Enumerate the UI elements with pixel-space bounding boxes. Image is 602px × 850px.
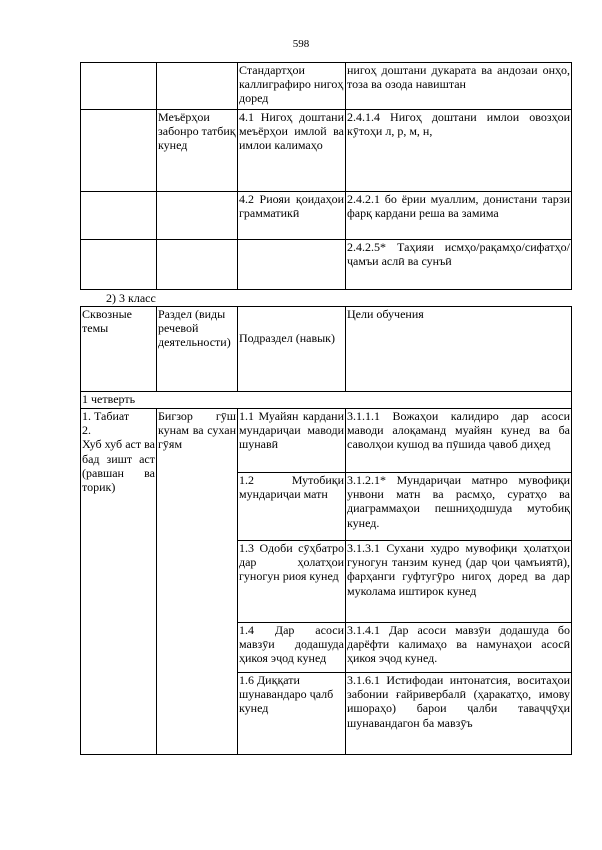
subsection-cell: [238, 240, 346, 290]
subsection-cell: 4.2 Риояи қоидаҳои грамматикӣ: [238, 192, 346, 240]
table-row: [81, 110, 572, 192]
quarter-label: 1 четверть: [81, 392, 572, 409]
curriculum-table-continued: [80, 62, 572, 290]
section-cell: Меъёрҳои забонро татбиқ кунед: [157, 110, 238, 192]
header-subsection-label: Подраздел (навык): [239, 331, 335, 345]
goal-cell: 3.1.2.1* Мундариҷаи матнро мувофиқи унвони матн ва расмҳо, суратҳо ва диаграммаҳои пешниҳодшуда мутобиқ кунед.: [346, 473, 572, 541]
section-cell: [157, 63, 238, 110]
table-row: [81, 240, 572, 290]
theme-cell: [81, 63, 157, 110]
theme-cell: [81, 240, 157, 290]
goal-cell: нигоҳ доштани дукарата ва андозаи онҳо, тоза ва озода навиштан: [346, 63, 572, 110]
section-label: 2) 3 класс: [106, 291, 156, 305]
subsection-cell: 1.4 Дар асоси мавзӯи додашуда ҳикоя эҷод кунед: [238, 623, 346, 673]
goal-cell: 2.4.2.1 бо ёрии муаллим, донистани тарзи фарқ кардани реша ва замима: [346, 192, 572, 240]
subsection-cell: 1.6 Диққати шунавандаро ҷалб кунед: [238, 673, 346, 755]
table-row: [81, 63, 572, 110]
table-row: [81, 409, 572, 473]
page-number: 598: [292, 38, 310, 50]
curriculum-table-grade-3: [80, 306, 572, 755]
header-goals: Цели обучения: [346, 307, 572, 392]
subsection-cell: 4.1 Нигоҳ доштани меъёрҳои имлой ва имлои калимаҳо: [238, 110, 346, 192]
theme-cell: [81, 110, 157, 192]
subsection-cell: 1.1 Муайян кардани мундариҷаи маводи шунавӣ: [238, 409, 346, 473]
subsection-cell: 1.3 Одоби сӯҳбатро дар ҳолатҳои гуногун риоя кунед: [238, 541, 346, 623]
theme-cell: [81, 192, 157, 240]
subsection-cell: Стандартҳои каллиграфиро нигоҳ доред: [238, 63, 346, 110]
header-subsection: [238, 307, 346, 392]
table-header-row: [81, 307, 572, 392]
goal-cell: 3.1.4.1 Дар асоси мавзӯи додашуда бо дарёфти калимаҳо ва намунаҳои асосӣ ҳикоя эҷод кунед.: [346, 623, 572, 673]
goal-cell: 3.1.3.1 Сухани худро мувофиқи ҳолатҳои гуногун танзим кунед (дар ҷои ҷамъиятӣ), фарҳанги гуфтугӯро нигоҳ доред ва дар муколама иштирок кунед: [346, 541, 572, 623]
header-themes: Сквозные темы: [81, 307, 157, 392]
subsection-cell: 1.2 Мутобиқи мундариҷаи матн: [238, 473, 346, 541]
table-row: [81, 192, 572, 240]
header-section: Раздел (виды речевой деятельности): [157, 307, 238, 392]
goal-cell: 3.1.1.1 Вожаҳои калидиро дар асоси маводи алоқаманд муайян кунед ва ба саволҳои кушод ва пӯшида ҷавоб диҳед: [346, 409, 572, 473]
section-cell: [157, 240, 238, 290]
quarter-row: [81, 392, 572, 409]
theme-cell: 1. Табиат 2. Хуб хуб аст ва бад зишт аст (равшан ва торик): [81, 409, 157, 755]
goal-cell: 3.1.6.1 Истифодаи интонатсия, воситаҳои забонии ғайривербалӣ (ҳаракатҳо, имову ишораҳо) барои ҷалби таваҷҷӯҳи шунавандагон ба мавзӯъ: [346, 673, 572, 755]
goal-cell: 2.4.1.4 Нигоҳ доштани имлои овозҳои кӯтоҳи л, р, м, н,: [346, 110, 572, 192]
goal-cell: 2.4.2.5* Таҳияи исмҳо/рақамҳо/сифатҳо/ҷамъи аслӣ ва сунъӣ: [346, 240, 572, 290]
section-cell: [157, 192, 238, 240]
section-cell: Бигзор гӯш кунам ва сухан гӯям: [157, 409, 238, 755]
